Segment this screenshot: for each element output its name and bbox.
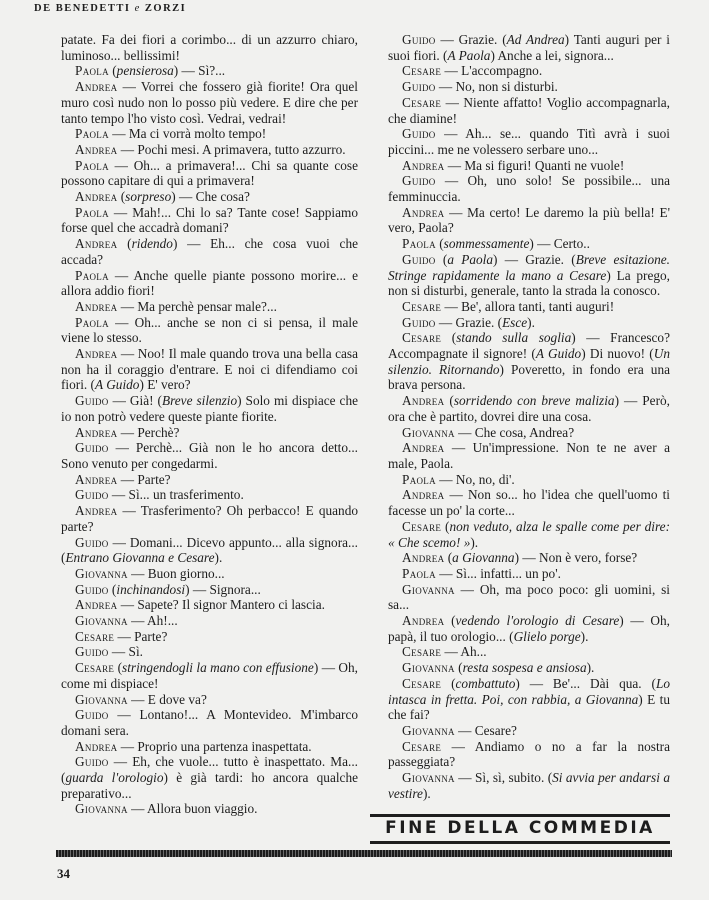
speaker-name: Cesare (402, 330, 442, 346)
dialogue-paragraph (388, 613, 670, 644)
speaker-name: Andrea (75, 346, 118, 362)
dialogue-text: ). (214, 550, 223, 566)
dialogue-paragraph (61, 660, 358, 691)
stage-direction: combattuto (455, 675, 516, 691)
dialogue-text: ) è già tardi: ho ancora qualche preparativo... (61, 770, 358, 801)
dialogue-paragraph (388, 299, 670, 315)
stage-direction: a Giovanna (452, 550, 515, 566)
dialogue-text: — Mah!... Chi lo sa? Tante cose! Sappiamo forse quel che accadrà domani? (61, 204, 358, 236)
dialogue-paragraph (61, 472, 358, 488)
dialogue-text: ) Anche a lei, signora... (490, 47, 614, 63)
dialogue-paragraph (61, 393, 358, 424)
dialogue-paragraph (61, 32, 358, 63)
right-column (388, 32, 670, 801)
dialogue-paragraph (388, 472, 670, 488)
dialogue-paragraph (61, 503, 358, 534)
speaker-name: Andrea (402, 440, 445, 456)
dialogue-text: ) — Che cosa? (171, 189, 250, 205)
dialogue-paragraph (388, 676, 670, 723)
speaker-name: Giovanna (402, 660, 455, 676)
dialogue-paragraph (61, 644, 358, 660)
dialogue-text: ( (441, 675, 456, 691)
dialogue-text: — E dove va? (127, 691, 207, 707)
dialogue-text: ) E tu che fai? (388, 691, 670, 723)
dialogue-text: — Eh, che vuole... tutto è inaspettato. Ma... ( (61, 754, 358, 786)
dialogue-text: ( (454, 660, 463, 676)
dialogue-text: ) — Certo.. (529, 236, 590, 252)
dialogue-paragraph (388, 644, 670, 660)
dialogue-paragraph (61, 692, 358, 708)
dialogue-paragraph (61, 425, 358, 441)
header-author-2: ZORZI (144, 3, 187, 14)
dialogue-paragraph (388, 566, 670, 582)
speaker-name: Giovanna (402, 722, 455, 738)
dialogue-paragraph (388, 393, 670, 424)
dialogue-text: — Sì, sì, subito. ( (454, 770, 553, 786)
dialogue-text: — No, non si disturbi. (435, 79, 558, 95)
stage-direction: non veduto, alza le spalle come per dire: « Che scemo! » (388, 518, 670, 550)
speaker-name: Guido (75, 754, 109, 770)
dialogue-paragraph (61, 535, 358, 566)
dialogue-paragraph (388, 95, 670, 126)
dialogue-text: ) — Francesco? Accompagnate il signore! ( (388, 330, 670, 362)
stage-direction: sorpreso (125, 189, 172, 205)
dialogue-text: ) — Non è vero, forse? (514, 550, 638, 566)
dialogue-text: ( (435, 236, 444, 252)
dialogue-paragraph (61, 189, 358, 205)
dialogue-text: — Sì... infatti... un po'. (435, 565, 561, 581)
speaker-name: Cesare (402, 63, 442, 79)
dialogue-paragraph (61, 440, 358, 471)
dialogue-text: ) — Eh... che cosa vuoi che accada? (61, 236, 358, 267)
bottom-rule (56, 850, 672, 857)
running-header (34, 3, 186, 14)
speaker-name: Guido (75, 393, 109, 409)
speaker-name: Paola (75, 63, 109, 79)
speaker-name: Andrea (402, 550, 445, 566)
dialogue-paragraph (61, 236, 358, 267)
stage-direction: ridendo (131, 236, 173, 252)
dialogue-paragraph (61, 315, 358, 346)
dialogue-paragraph (388, 723, 670, 739)
dialogue-text: ). (470, 534, 479, 550)
dialogue-paragraph (388, 487, 670, 518)
speaker-name: Guido (75, 534, 109, 550)
dialogue-text: — Oh, uno solo! Se possibile... una femminuccia. (388, 173, 670, 205)
dialogue-text: — Andiamo o no a far la nostra passeggiata? (388, 738, 670, 770)
dialogue-paragraph (61, 754, 358, 801)
dialogue-paragraph (388, 158, 670, 174)
dialogue-paragraph (61, 79, 358, 126)
speaker-name: Paola (402, 471, 436, 487)
dialogue-text: ). (422, 785, 431, 801)
speaker-name: Paola (402, 565, 436, 581)
dialogue-text: — Ma certo! Le daremo la più bella! E' vero, Paola? (388, 204, 670, 236)
stage-direction: A Guido (535, 346, 582, 362)
dialogue-text: — Noo! Il male quando trova una bella casa non ha il coraggio d'entrare. E noi ci difendiamo coi fiori. ( (61, 346, 358, 393)
stage-direction: stringendogli la mano con effusione (122, 660, 314, 676)
dialogue-text: patate. Fa dei fiori a corimbo... di un azzurro chiaro, luminoso... bellissimi! (61, 32, 358, 63)
stage-direction: guarda l'orologio (65, 770, 164, 786)
speaker-name: Cesare (402, 644, 442, 660)
speaker-name: Andrea (75, 189, 118, 205)
dialogue-paragraph (61, 801, 358, 817)
speaker-name: Guido (402, 32, 436, 47)
dialogue-text: ( (441, 330, 457, 346)
dialogue-paragraph (388, 770, 670, 801)
dialogue-text: ) — Be'... Dài qua. ( (515, 675, 656, 691)
dialogue-text: ( (108, 581, 117, 597)
dialogue-text: ) — Oh, come mi dispiace! (61, 660, 359, 691)
dialogue-paragraph (61, 597, 358, 613)
dialogue-paragraph (61, 205, 358, 236)
dialogue-text: — Grazie. ( (435, 314, 503, 330)
dialogue-text: — Oh... a primavera!... Chi sa quante cose possono capitare di qui a primavera! (61, 157, 358, 189)
left-column (61, 32, 358, 817)
stage-direction: A Guido (94, 377, 140, 393)
dialogue-text: — Trasferimento? Oh perbacco! E quando parte? (61, 503, 358, 534)
stage-direction: Lo intasca in fretta. Poi, con rabbia, a Giovanna (388, 675, 670, 707)
dialogue-text: ) Tanti auguri per i suoi fiori. ( (388, 32, 670, 63)
dialogue-text: — Lontano!... A Montevideo. M'imbarco domani sera. (61, 707, 358, 738)
dialogue-paragraph (61, 268, 358, 299)
dialogue-paragraph (388, 519, 670, 550)
stage-direction: Breve silenzio (161, 393, 238, 409)
dialogue-text: ) — Oh, papà, il tuo orologio... ( (388, 613, 670, 644)
dialogue-paragraph (388, 32, 670, 63)
speaker-name: Guido (402, 126, 436, 142)
dialogue-text: — Pochi mesi. A primavera, tutto azzurro. (117, 141, 346, 157)
speaker-name: Andrea (402, 204, 445, 220)
stage-direction: inchinandosi (116, 581, 186, 597)
dialogue-paragraph (61, 707, 358, 738)
speaker-name: Guido (75, 707, 109, 723)
speaker-name: Giovanna (75, 565, 128, 581)
stage-direction: stando sulla soglia (456, 330, 572, 346)
speaker-name: Guido (75, 487, 109, 503)
speaker-name: Cesare (75, 660, 115, 676)
dialogue-text: — No, no, di'. (435, 471, 515, 487)
stage-direction: resta sospesa e ansiosa (462, 660, 587, 676)
speaker-name: Andrea (75, 503, 118, 519)
stage-direction: Esce (502, 314, 528, 330)
dialogue-paragraph (388, 236, 670, 252)
dialogue-text: ) Di nuovo! ( (581, 346, 654, 362)
dialogue-paragraph (388, 425, 670, 441)
speaker-name: Guido (75, 440, 109, 456)
speaker-name: Giovanna (402, 770, 455, 786)
dialogue-text: — Sì... un trasferimento. (108, 487, 244, 503)
dialogue-paragraph (61, 299, 358, 315)
stage-direction: vedendo l'orologio di Cesare (455, 613, 620, 629)
dialogue-paragraph (61, 142, 358, 158)
dialogue-text: ( (117, 236, 132, 252)
dialogue-text: — Ah!... (127, 613, 178, 629)
dialogue-paragraph (61, 487, 358, 503)
stage-direction: pensierosa (116, 63, 174, 79)
dialogue-text: ) La prego, non si disturbi, generale, tanto la strada la conosco. (388, 267, 670, 299)
stage-direction: Si avvia per andarsi a vestire (388, 770, 670, 801)
speaker-name: Paola (402, 236, 436, 252)
dialogue-text: ) — Sì?... (173, 63, 226, 79)
speaker-name: Guido (75, 581, 109, 597)
stage-direction: Ad Andrea (506, 32, 565, 47)
dialogue-text: — Sapete? Il signor Mantero ci lascia. (117, 597, 325, 613)
stage-direction: sommessamente (443, 236, 530, 252)
stage-direction: Entrano Giovanna e Cesare (65, 550, 215, 566)
dialogue-text: — L'accompagno. (441, 63, 543, 79)
dialogue-text: — Perchè? (117, 424, 180, 440)
dialogue-text: — Ah... (441, 644, 487, 660)
dialogue-paragraph (388, 660, 670, 676)
speaker-name: Giovanna (75, 801, 128, 817)
speaker-name: Paola (75, 126, 109, 142)
speaker-name: Andrea (75, 738, 118, 754)
dialogue-text: — Ma si figuri! Quanti ne vuole! (444, 157, 625, 173)
speaker-name: Guido (402, 251, 436, 267)
dialogue-text: ( (441, 518, 450, 534)
stage-direction: Un silenzio. Ritornando (388, 346, 670, 377)
dialogue-text: ( (444, 550, 453, 566)
stage-direction: sorridendo con breve malizia (453, 393, 615, 409)
speaker-name: Andrea (75, 424, 118, 440)
dialogue-paragraph (388, 173, 670, 204)
speaker-name: Andrea (402, 487, 445, 503)
dialogue-text: — Che cosa, Andrea? (454, 424, 575, 440)
dialogue-text: ( (108, 63, 117, 79)
dialogue-paragraph (61, 566, 358, 582)
dialogue-text: — Vorrei che fossero già fiorite! Ora quel muro così nudo non lo posso più vedere. E dire che per tanto tempo l'ho visto così. Vedrai, vedrai! (61, 79, 358, 126)
dialogue-paragraph (61, 629, 358, 645)
dialogue-text: — Be', allora tanti, tanti auguri! (441, 298, 615, 314)
speaker-name: Andrea (402, 613, 445, 629)
dialogue-text: ( (444, 393, 454, 409)
speaker-name: Andrea (75, 236, 118, 252)
dialogue-text: ( (117, 189, 126, 205)
speaker-name: Cesare (402, 675, 442, 691)
speaker-name: Paola (75, 204, 109, 220)
dialogue-paragraph (61, 346, 358, 393)
speaker-name: Cesare (402, 298, 442, 314)
speaker-name: Andrea (402, 393, 445, 409)
dialogue-paragraph (61, 63, 358, 79)
header-conjunction: e (134, 3, 141, 14)
header-author-1: DE BENEDETTI (34, 3, 131, 14)
dialogue-text: — Parte? (114, 628, 168, 644)
dialogue-paragraph (61, 126, 358, 142)
speaker-name: Cesare (75, 628, 115, 644)
dialogue-text: — Oh... anche se non ci si pensa, il male viene lo stesso. (61, 314, 358, 346)
dialogue-text: ). (580, 628, 589, 644)
dialogue-paragraph (388, 550, 670, 566)
speaker-name: Guido (402, 314, 436, 330)
speaker-name: Giovanna (402, 424, 455, 440)
dialogue-text: ). (586, 660, 595, 676)
dialogue-text: ) — Però, ora che è partito, dovrei dire una cosa. (388, 393, 670, 424)
dialogue-text: — Grazie. ( (435, 32, 507, 47)
dialogue-paragraph (61, 739, 358, 755)
dialogue-paragraph (388, 63, 670, 79)
dialogue-text: — Un'impressione. Non te ne aver a male, Paola. (388, 440, 670, 471)
dialogue-text: — Cesare? (454, 722, 517, 738)
dialogue-text: — Proprio una partenza inaspettata. (117, 738, 312, 754)
dialogue-text: — Perchè... Già non le ho ancora detto... Sono venuto per congedarmi. (61, 440, 358, 471)
dialogue-paragraph (61, 158, 358, 189)
dialogue-text: — Anche quelle piante possono morire... e allora addio fiori! (61, 267, 358, 299)
dialogue-text: — Ma ci vorrà molto tempo! (108, 126, 267, 142)
speaker-name: Andrea (75, 597, 118, 613)
dialogue-paragraph (388, 440, 670, 471)
dialogue-text: ) — Grazie. ( (493, 251, 576, 267)
dialogue-text: — Ma perchè pensar male?... (117, 298, 277, 314)
dialogue-paragraph (61, 613, 358, 629)
stage-direction: A Paola (447, 47, 491, 63)
speaker-name: Guido (402, 173, 436, 189)
dialogue-text: ) — Signora... (185, 581, 261, 597)
speaker-name: Cesare (402, 94, 442, 110)
speaker-name: Giovanna (75, 691, 128, 707)
page-number: 34 (57, 866, 70, 881)
speaker-name: Andrea (75, 141, 118, 157)
speaker-name: Andrea (402, 157, 445, 173)
speaker-name: Guido (75, 644, 109, 660)
dialogue-text: ) Solo mi dispiace che io non potrò vedere queste piante fiorite. (61, 393, 359, 424)
speaker-name: Cesare (402, 518, 442, 534)
dialogue-paragraph (61, 582, 358, 598)
speaker-name: Andrea (75, 471, 118, 487)
dialogue-paragraph (388, 739, 670, 770)
dialogue-text: ) Poveretto, in fondo era una brava persona. (388, 361, 670, 393)
dialogue-text: — Oh, ma poco poco: gli uomini, si sa... (388, 581, 670, 613)
speaker-name: Guido (402, 79, 436, 95)
dialogue-text: — Sì. (108, 644, 143, 660)
stage-direction: Glielo porge (513, 628, 581, 644)
dialogue-paragraph (388, 205, 670, 236)
speaker-name: Andrea (75, 79, 118, 95)
speaker-name: Paola (75, 314, 109, 330)
dialogue-text: — Allora buon viaggio. (127, 801, 258, 817)
dialogue-text: ( (114, 660, 123, 676)
dialogue-text: — Già! ( (108, 393, 162, 409)
dialogue-paragraph (388, 252, 670, 299)
dialogue-text: ( (444, 613, 456, 629)
dialogue-paragraph (388, 315, 670, 331)
speaker-name: Giovanna (75, 613, 128, 629)
speaker-name: Andrea (75, 298, 118, 314)
dialogue-paragraph (388, 330, 670, 393)
dialogue-text: — Buon giorno... (127, 565, 225, 581)
dialogue-text: ( (435, 251, 448, 267)
speaker-name: Paola (75, 267, 109, 283)
speaker-name: Cesare (402, 738, 442, 754)
stage-direction: Breve esitazione. Stringe rapidamente la mano a Cesare (388, 251, 670, 283)
dialogue-text: — Niente affatto! Voglio accompagnarla, che diamine! (388, 94, 670, 126)
dialogue-text: ). (527, 314, 535, 330)
speaker-name: Giovanna (402, 581, 455, 597)
dialogue-text: — Parte? (117, 471, 171, 487)
dialogue-text: — Ah... se... quando Titì avrà i suoi piccini... me ne volessero serbare uno... (388, 126, 670, 157)
dialogue-paragraph (388, 126, 670, 157)
speaker-name: Paola (75, 157, 109, 173)
dialogue-text: — Non so... ho l'idea che quell'uomo ti facesse un po' la corte... (388, 487, 670, 519)
dialogue-text: ) E' vero? (139, 377, 191, 393)
dialogue-text: — Domani... Dicevo appunto... alla signora... ( (61, 534, 358, 566)
dialogue-paragraph (388, 79, 670, 95)
stage-direction: a Paola (447, 251, 493, 267)
dialogue-paragraph (388, 582, 670, 613)
end-banner: FINE DELLA COMMEDIA (370, 814, 670, 844)
